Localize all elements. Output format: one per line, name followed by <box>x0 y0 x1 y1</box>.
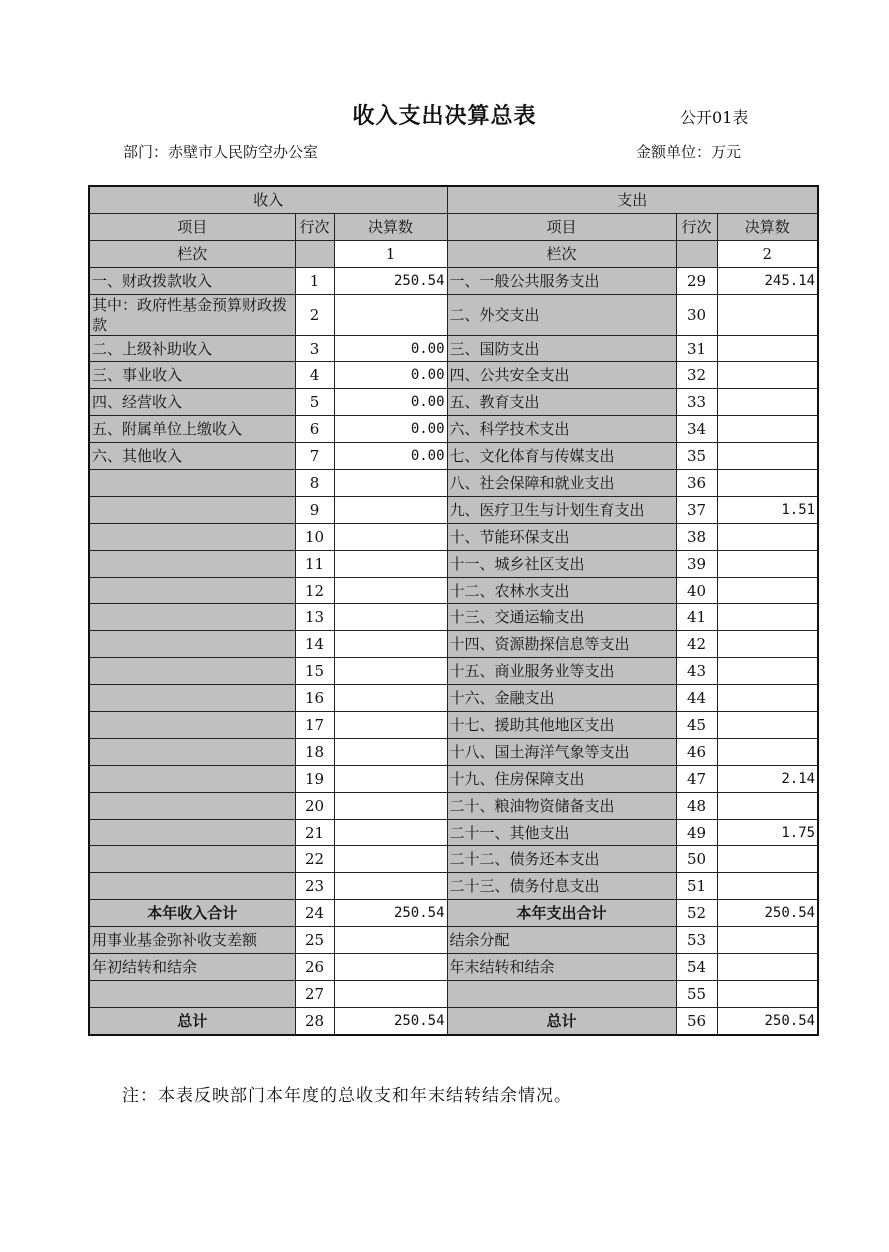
form-code: 公开01表 <box>680 108 749 127</box>
income-amount <box>334 604 447 631</box>
fund-offset-label: 用事业基金弥补收支差额 <box>89 927 295 954</box>
expense-amount <box>717 577 818 604</box>
income-line-no: 8 <box>295 470 334 497</box>
income-amount: 250.54 <box>334 267 447 294</box>
expense-amount <box>717 738 818 765</box>
expense-item: 四、公共安全支出 <box>447 362 676 389</box>
income-line-no: 18 <box>295 738 334 765</box>
table-row <box>89 294 818 335</box>
lanci-row <box>89 240 818 267</box>
expense-amount <box>717 362 818 389</box>
income-item <box>89 765 295 792</box>
end-carry-no: 54 <box>676 954 717 981</box>
income-item: 其中：政府性基金预算财政拨款 <box>89 294 295 335</box>
expense-item: 二十三、债务付息支出 <box>447 873 676 900</box>
expense-line-no: 51 <box>676 873 717 900</box>
income-item <box>89 577 295 604</box>
table-row <box>89 496 818 523</box>
expense-amount <box>717 389 818 416</box>
table-row <box>89 738 818 765</box>
income-amount <box>334 846 447 873</box>
end-carry-label: 年末结转和结余 <box>447 954 676 981</box>
expense-item: 五、教育支出 <box>447 389 676 416</box>
income-item: 二、上级补助收入 <box>89 335 295 362</box>
begin-carry-amount <box>334 954 447 981</box>
expense-col-item: 项目 <box>447 213 676 240</box>
expense-line-no: 50 <box>676 846 717 873</box>
fund-offset-amount <box>334 927 447 954</box>
income-line-no: 9 <box>295 496 334 523</box>
expense-lanci-label: 栏次 <box>447 240 676 267</box>
blank-expense-item <box>447 980 676 1007</box>
table-row <box>89 658 818 685</box>
expense-line-no: 30 <box>676 294 717 335</box>
income-amount <box>334 712 447 739</box>
grand-total-income-amount: 250.54 <box>334 1007 447 1034</box>
income-line-no: 14 <box>295 631 334 658</box>
table-row <box>89 765 818 792</box>
income-item <box>89 685 295 712</box>
table-row <box>89 523 818 550</box>
table-row <box>89 792 818 819</box>
blank-income-no: 27 <box>295 980 334 1007</box>
grand-total-income-no: 28 <box>295 1007 334 1034</box>
table-row <box>89 267 818 294</box>
table-row <box>89 712 818 739</box>
income-lanci-label: 栏次 <box>89 240 295 267</box>
table-row <box>89 470 818 497</box>
table-row <box>89 550 818 577</box>
year-expense-total-amount: 250.54 <box>717 900 818 927</box>
income-item: 五、附属单位上缴收入 <box>89 416 295 443</box>
expense-amount <box>717 631 818 658</box>
summary-row <box>89 954 818 981</box>
table-row <box>89 577 818 604</box>
table-row <box>89 335 818 362</box>
department-label: 部门：赤壁市人民防空办公室 <box>123 143 319 161</box>
expense-line-no: 40 <box>676 577 717 604</box>
expense-amount <box>717 712 818 739</box>
expense-line-no: 47 <box>676 765 717 792</box>
expense-item: 九、医疗卫生与计划生育支出 <box>447 496 676 523</box>
expense-line-no: 34 <box>676 416 717 443</box>
income-item <box>89 604 295 631</box>
income-line-no: 4 <box>295 362 334 389</box>
income-amount: 0.00 <box>334 443 447 470</box>
expense-line-no: 31 <box>676 335 717 362</box>
expense-section-header: 支出 <box>447 186 818 213</box>
income-line-no: 20 <box>295 792 334 819</box>
expense-col-line: 行次 <box>676 213 717 240</box>
table-row <box>89 819 818 846</box>
income-amount <box>334 819 447 846</box>
table-row <box>89 631 818 658</box>
expense-line-no: 42 <box>676 631 717 658</box>
income-amount <box>334 765 447 792</box>
income-item <box>89 496 295 523</box>
expense-item: 二十、粮油物资储备支出 <box>447 792 676 819</box>
amount-unit-label: 金额单位：万元 <box>636 143 742 161</box>
income-amount <box>334 685 447 712</box>
expense-line-no: 49 <box>676 819 717 846</box>
income-item <box>89 792 295 819</box>
income-lanci-number: 1 <box>334 240 447 267</box>
grand-total-expense-label: 总计 <box>447 1007 676 1034</box>
expense-amount <box>717 685 818 712</box>
income-item <box>89 712 295 739</box>
grand-total-expense-no: 56 <box>676 1007 717 1034</box>
expense-item: 三、国防支出 <box>447 335 676 362</box>
income-item <box>89 873 295 900</box>
expense-item: 十二、农林水支出 <box>447 577 676 604</box>
income-amount <box>334 577 447 604</box>
expense-item: 二十一、其他支出 <box>447 819 676 846</box>
income-amount: 0.00 <box>334 362 447 389</box>
expense-line-no: 48 <box>676 792 717 819</box>
expense-line-no: 44 <box>676 685 717 712</box>
income-lanci-blank <box>295 240 334 267</box>
expense-amount <box>717 550 818 577</box>
expense-amount <box>717 335 818 362</box>
blank-income-item <box>89 980 295 1007</box>
income-line-no: 10 <box>295 523 334 550</box>
expense-lanci-blank <box>676 240 717 267</box>
grand-total-income-label: 总计 <box>89 1007 295 1034</box>
income-line-no: 19 <box>295 765 334 792</box>
expense-line-no: 41 <box>676 604 717 631</box>
income-item <box>89 846 295 873</box>
surplus-dist-label: 结余分配 <box>447 927 676 954</box>
expense-amount <box>717 846 818 873</box>
expense-amount <box>717 470 818 497</box>
surplus-dist-no: 53 <box>676 927 717 954</box>
blank-income-amount <box>334 980 447 1007</box>
income-amount: 0.00 <box>334 335 447 362</box>
year-expense-total-no: 52 <box>676 900 717 927</box>
table-row <box>89 362 818 389</box>
income-line-no: 6 <box>295 416 334 443</box>
income-col-amount: 决算数 <box>334 213 447 240</box>
end-carry-amount <box>717 954 818 981</box>
income-amount: 0.00 <box>334 416 447 443</box>
income-item: 三、事业收入 <box>89 362 295 389</box>
expense-item: 七、文化体育与传媒支出 <box>447 443 676 470</box>
income-line-no: 13 <box>295 604 334 631</box>
expense-amount <box>717 523 818 550</box>
income-line-no: 5 <box>295 389 334 416</box>
expense-item: 十三、交通运输支出 <box>447 604 676 631</box>
expense-amount <box>717 873 818 900</box>
table-row <box>89 416 818 443</box>
expense-amount <box>717 792 818 819</box>
table-row <box>89 389 818 416</box>
table-row <box>89 873 818 900</box>
income-line-no: 22 <box>295 846 334 873</box>
table-row <box>89 846 818 873</box>
begin-carry-no: 26 <box>295 954 334 981</box>
blank-expense-no: 55 <box>676 980 717 1007</box>
expense-amount <box>717 294 818 335</box>
income-line-no: 1 <box>295 267 334 294</box>
income-line-no: 3 <box>295 335 334 362</box>
income-item <box>89 523 295 550</box>
income-amount <box>334 873 447 900</box>
income-item <box>89 658 295 685</box>
income-amount <box>334 738 447 765</box>
income-amount <box>334 470 447 497</box>
income-amount: 0.00 <box>334 389 447 416</box>
report-title: 收入支出决算总表 <box>352 103 537 129</box>
income-line-no: 11 <box>295 550 334 577</box>
expense-item: 十九、住房保障支出 <box>447 765 676 792</box>
income-item: 一、财政拨款收入 <box>89 267 295 294</box>
expense-amount <box>717 416 818 443</box>
expense-line-no: 35 <box>676 443 717 470</box>
income-line-no: 16 <box>295 685 334 712</box>
income-amount <box>334 550 447 577</box>
expense-lanci-number: 2 <box>717 240 818 267</box>
expense-item: 十六、金融支出 <box>447 685 676 712</box>
expense-line-no: 37 <box>676 496 717 523</box>
income-amount <box>334 496 447 523</box>
income-item <box>89 550 295 577</box>
income-amount <box>334 658 447 685</box>
summary-row <box>89 980 818 1007</box>
income-col-line: 行次 <box>295 213 334 240</box>
expense-item: 十五、商业服务业等支出 <box>447 658 676 685</box>
income-amount <box>334 792 447 819</box>
income-item <box>89 819 295 846</box>
expense-line-no: 39 <box>676 550 717 577</box>
expense-item: 十四、资源勘探信息等支出 <box>447 631 676 658</box>
table-row <box>89 604 818 631</box>
income-amount <box>334 631 447 658</box>
surplus-dist-amount <box>717 927 818 954</box>
expense-amount <box>717 443 818 470</box>
income-item <box>89 738 295 765</box>
summary-row <box>89 900 818 927</box>
column-header-row <box>89 213 818 240</box>
year-income-total-label: 本年收入合计 <box>89 900 295 927</box>
expense-amount <box>717 604 818 631</box>
expense-amount: 2.14 <box>717 765 818 792</box>
income-item <box>89 470 295 497</box>
income-item <box>89 631 295 658</box>
expense-item: 十一、城乡社区支出 <box>447 550 676 577</box>
year-income-total-no: 24 <box>295 900 334 927</box>
expense-line-no: 33 <box>676 389 717 416</box>
income-line-no: 7 <box>295 443 334 470</box>
expense-amount: 245.14 <box>717 267 818 294</box>
expense-item: 六、科学技术支出 <box>447 416 676 443</box>
table-row <box>89 685 818 712</box>
expense-line-no: 45 <box>676 712 717 739</box>
expense-item: 十八、国土海洋气象等支出 <box>447 738 676 765</box>
income-line-no: 12 <box>295 577 334 604</box>
expense-amount: 1.75 <box>717 819 818 846</box>
expense-amount: 1.51 <box>717 496 818 523</box>
income-line-no: 21 <box>295 819 334 846</box>
income-expense-table <box>88 185 819 1036</box>
expense-item: 十七、援助其他地区支出 <box>447 712 676 739</box>
expense-line-no: 38 <box>676 523 717 550</box>
income-amount <box>334 294 447 335</box>
expense-item: 二、外交支出 <box>447 294 676 335</box>
income-amount <box>334 523 447 550</box>
income-item: 六、其他收入 <box>89 443 295 470</box>
income-section-header: 收入 <box>89 186 447 213</box>
summary-row <box>89 927 818 954</box>
begin-carry-label: 年初结转和结余 <box>89 954 295 981</box>
section-header-row <box>89 186 818 213</box>
expense-line-no: 36 <box>676 470 717 497</box>
income-line-no: 15 <box>295 658 334 685</box>
income-item: 四、经营收入 <box>89 389 295 416</box>
fund-offset-no: 25 <box>295 927 334 954</box>
income-line-no: 2 <box>295 294 334 335</box>
expense-amount <box>717 658 818 685</box>
income-col-item: 项目 <box>89 213 295 240</box>
year-income-total-amount: 250.54 <box>334 900 447 927</box>
expense-line-no: 32 <box>676 362 717 389</box>
expense-line-no: 43 <box>676 658 717 685</box>
expense-col-amount: 决算数 <box>717 213 818 240</box>
income-line-no: 23 <box>295 873 334 900</box>
summary-row <box>89 1007 818 1034</box>
blank-expense-amount <box>717 980 818 1007</box>
table-row <box>89 443 818 470</box>
expense-item: 八、社会保障和就业支出 <box>447 470 676 497</box>
table-footnote: 注：本表反映部门本年度的总收支和年末结转结余情况。 <box>122 1086 572 1106</box>
expense-item: 十、节能环保支出 <box>447 523 676 550</box>
year-expense-total-label: 本年支出合计 <box>447 900 676 927</box>
expense-line-no: 29 <box>676 267 717 294</box>
expense-item: 二十二、债务还本支出 <box>447 846 676 873</box>
grand-total-expense-amount: 250.54 <box>717 1007 818 1034</box>
income-line-no: 17 <box>295 712 334 739</box>
expense-item: 一、一般公共服务支出 <box>447 267 676 294</box>
expense-line-no: 46 <box>676 738 717 765</box>
